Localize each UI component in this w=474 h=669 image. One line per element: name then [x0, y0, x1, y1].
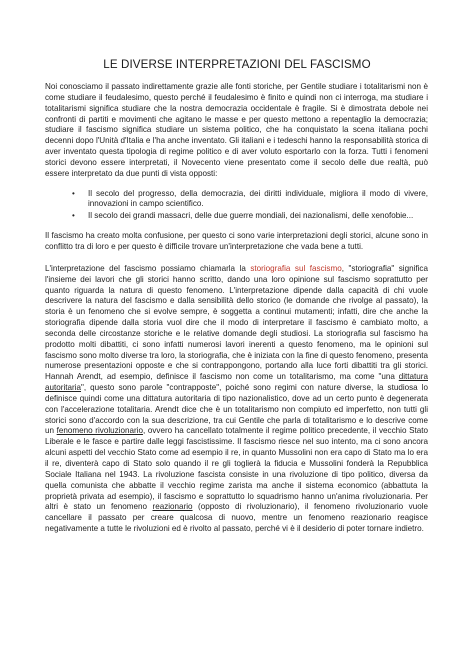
document-title: LE DIVERSE INTERPRETAZIONI DEL FASCISMO: [103, 58, 371, 71]
text-segment: L'interpretazione del fascismo possiamo chiamarla la: [45, 263, 251, 273]
content-flow: [45, 82, 428, 535]
bullet-icon: •: [72, 188, 75, 198]
bullet-text: Il secolo dei grandi massacri, delle due guerre mondiali, dei nazionalismi, delle xenofobie...: [88, 211, 414, 221]
storiografia-link: storiografia sul fascismo: [250, 263, 342, 273]
text-segment: , "storiografia" significa l'insieme dei lavori che gli storici hanno scritto, dando una loro opinione sul fascismo soprattutto per quanto riguarda la natura di questo fenomeno. L'interpretazione dipende dalla capacità di chi vuole descrivere la natura del fascismo e dalla sensibilità dello storico (le domande che rivolge al passato), la storia è un fenomeno che si evolve sempre, è soggetta a continui mutamenti; infatti, dire che anche la storiografia dipende dalla storia vuol dire che il modo di interpretare il fascismo è cambiato molto, a seconda delle circostanze storiche e le relative domande degli studiosi. La storiografia sul fascismo ha prodotto molti dibattiti, ci sono infatti numerosi lavori inerenti a questo fenomeno, ma le opinioni sul fascismo sono molto diverse tra loro, la storiografia, che è iniziata con la fine di questo fenomeno, presenta numerose presentazioni opposte e che si contrappongono, portando alla luce forti dibattiti tra gli storici. Hannah Arendt, ad esempio, definisce il fascismo non come un totalitarismo, ma come "una: [45, 263, 428, 382]
bullet-list: [72, 189, 428, 223]
bullet-item: [72, 189, 428, 211]
bullet-text: Il secolo del progresso, della democrazia, dei diritti individuale, migliora il modo di vivere, innovazioni in campo scientifico.: [88, 188, 428, 209]
underlined-term: fenomeno rivoluzionario: [56, 426, 143, 436]
text-segment: , ovvero ha cancellato totalmente il regime politico precedente, il vecchio Stato Liberale e le fasce e partire dalle leggi fascistissime. Il fascismo riesce nel suo intento, ma ci sono ancora alcuni aspetti del vecchio Stato come ad esempio il re, in quanto Mussolini non era capo di Stato ma lo era il re, diventerà capo di Stato solo quando il re gli toglierà la fiducia e Mussolini fonderà la Repubblica Sociale Italiana nel 1943. La rivoluzione fascista consiste in una rivoluzione di tipo politico, diversa da quella comunista che abbatte il vecchio regime zarista ma anche il sistema economico (abbattuta la proprietà privata ad esempio), il fascismo e soprattutto lo squadrismo hanno un'anima rivoluzionaria. Per altri è stato un fenomeno: [45, 426, 428, 512]
bullet-icon: •: [72, 211, 75, 221]
intro-paragraph: Noi conosciamo il passato indirettamente grazie alle fonti storiche, per Gentile studiare i totalitarismi non è come studiare il feudalesimo, questo perché il feudalesimo è finito e quindi non ci interroga, ma studiare i totalitarismi significa studiare che la nostra democrazia occidentale è fragile. Si è dimostrata debole nei confronti di partiti e movimenti che agitano le masse e per questo mettono a repentaglio la democrazia; studiare il fascismo significa studiare un sistema politico, che ha conquistato la scena italiana pochi decenni dopo l'Unità d'Italia e l'ha anche inventato. Gli italiani e i tedeschi hanno la responsabilità storica di aver inventato questa tipologia di regime politico e di aver voluto esportarlo con la forza. Tutti i fenomeni storici devono essere interpretati, il Novecento viene presentato come il secolo delle due realtà, può essere interpretato da due punti di vista opposti:: [45, 82, 428, 178]
bullet-item: [72, 211, 428, 222]
text-segment: (opposto di rivoluzionario), il fenomeno rivoluzionario vuole cancellare il passato per creare qualcosa di nuovo, mentre un fenomeno reazionario reagisce negativamente a tutte le rivoluzioni ed è rivolto al passato, perché vi è il desiderio di poter tornare indietro.: [45, 502, 428, 534]
text-segment: ", questo sono parole "contrapposte", poiché sono regimi con nature diverse, la studiosa lo definisce quindi come una dittatura autoritaria di tipo nazionalistico, dove ad un certo punto è degenerata con l'accelerazione totalitaria. Arendt dice che è un totalitarismo non compiuto ed imperfetto, non tutti gli storici sono d'accordo con la sua descrizione, tra cui Gentile che parla di totalitarismo e lo descrive come un: [45, 383, 428, 436]
underlined-term: reazionario: [152, 502, 193, 512]
underlined-term: dittatura autoritaria: [45, 372, 428, 393]
paragraph-historiography: [45, 264, 428, 535]
paragraph-confusion: Il fascismo ha creato molta confusione, per questo ci sono varie interpretazioni degli storici, alcune sono in conflitto tra di loro e per questo è difficile trovare un'interpretazione che vada bene a tutti.: [45, 231, 428, 251]
